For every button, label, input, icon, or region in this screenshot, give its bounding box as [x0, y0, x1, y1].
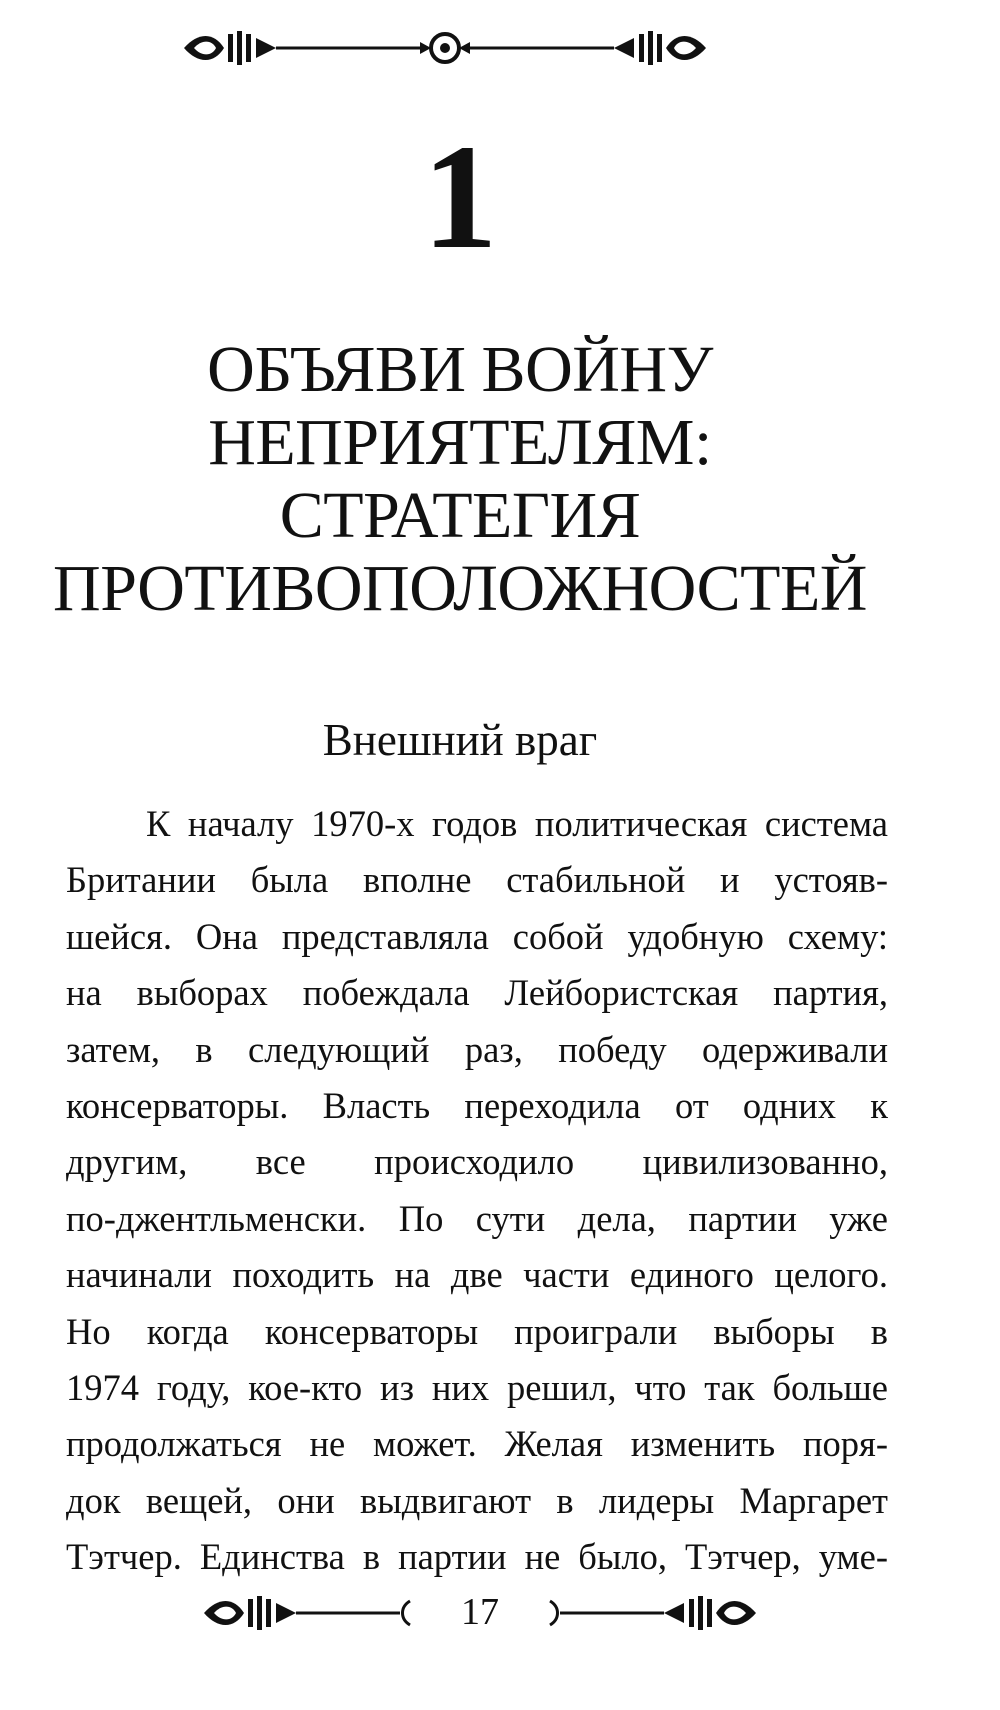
- chapter-title: [0, 333, 920, 625]
- text-line: К началу 1970-х годов политическая система: [146, 803, 888, 844]
- page-footer: [200, 1585, 760, 1641]
- chapter-title-line: ПРОТИВОПОЛОЖНОСТЕЙ: [53, 552, 867, 625]
- text-line: начинали походить на две части единого целого.: [66, 1254, 888, 1296]
- text-line: другим, все происходило цивилизованно,: [66, 1141, 888, 1183]
- page-number: 17: [461, 1591, 499, 1633]
- text-line: затем, в следующий раз, победу одерживали: [66, 1028, 888, 1070]
- text-line: продолжаться не может. Желая изменить поря-: [66, 1423, 888, 1465]
- text-line: шейся. Она представляла собой удобную схему:: [66, 915, 888, 957]
- top-ornament-icon: [180, 22, 740, 74]
- section-heading: Внешний враг: [322, 715, 598, 765]
- text-line: док вещей, они выдвигают в лидеры Маргарет: [66, 1479, 888, 1521]
- text-line: Но когда консерваторы проиграли выборы в: [66, 1310, 888, 1352]
- text-line: консерваторы. Власть переходила от одних к: [66, 1084, 888, 1126]
- text-line: 1974 году, кое-кто из них решил, что так больше: [66, 1366, 888, 1408]
- body-text: [66, 796, 888, 1585]
- text-line: по-джентльменски. По сути дела, партии уже: [66, 1197, 888, 1239]
- chapter-title-line: ОБЪЯВИ ВОЙНУ: [207, 333, 713, 406]
- chapter-number: 1: [422, 114, 498, 280]
- chapter-title-line: СТРАТЕГИЯ: [279, 479, 641, 552]
- text-line: Тэтчер. Единства в партии не было, Тэтчер, уме-: [66, 1536, 888, 1578]
- text-line: Британии была вполне стабильной и устояв-: [66, 859, 888, 901]
- text-line: на выборах побеждала Лейбористская партия,: [66, 972, 888, 1014]
- chapter-title-line: НЕПРИЯТЕЛЯМ:: [208, 406, 712, 479]
